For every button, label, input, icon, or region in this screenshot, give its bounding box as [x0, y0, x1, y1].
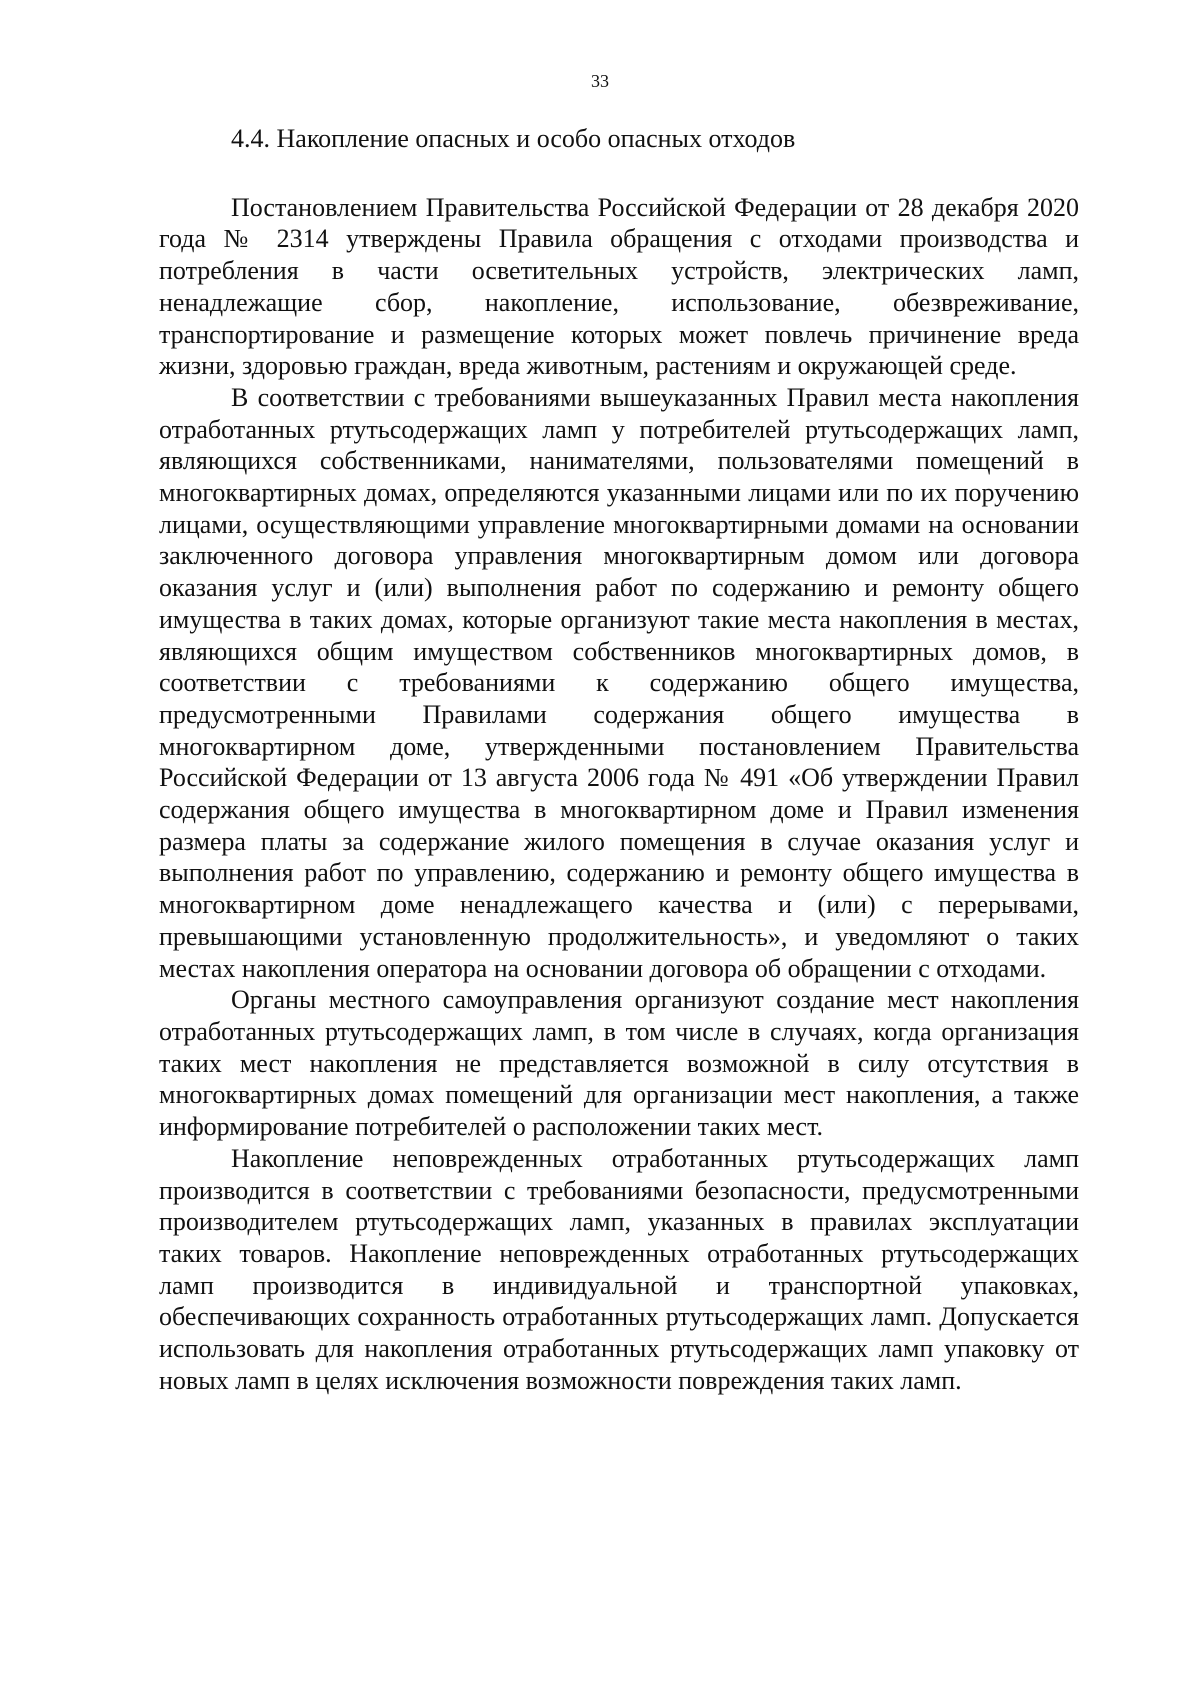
- page-number: 33: [591, 71, 609, 91]
- paragraph-local-self-government: Органы местного самоуправления организуют создание мест накопления отработанных ртутьсодержащих ламп, в том числе в случаях, когда организация таких мест накопления не представляется возможной в силу отсутствия в многоквартирных домах помещений для организации мест накопления, а также информирование потребителей о расположении таких мест.: [159, 985, 1079, 1142]
- page-content: [159, 123, 1079, 1396]
- section-heading: 4.4. Накопление опасных и особо опасных отходов: [231, 124, 796, 153]
- paragraph-government-decree: Постановлением Правительства Российской Федерации от 28 декабря 2020 года № 2314 утверждены Правила обращения с отходами производства и потребления в части осветительных устройств, электрических ламп, ненадлежащие сбор, накопление, использование, обезвреживание, транспортирование и размещение которых может повлечь причинение вреда жизни, здоровью граждан, вреда животным, растениям и окружающей среде.: [159, 192, 1079, 381]
- paragraph-undamaged-lamps-storage: Накопление неповрежденных отработанных ртутьсодержащих ламп производится в соответствии с требованиями безопасности, предусмотренными производителем ртутьсодержащих ламп, указанных в правилах эксплуатации таких товаров. Накопление неповрежденных отработанных ртутьсодержащих ламп производится в индивидуальной и транспортной упаковках, обеспечивающих сохранность отработанных ртутьсодержащих ламп. Допускается использовать для накопления отработанных ртутьсодержащих ламп упаковку от новых ламп в целях исключения возможности повреждения таких ламп.: [159, 1143, 1079, 1395]
- paragraph-storage-places-apartment-buildings: В соответствии с требованиями вышеуказанных Правил места накопления отработанных ртутьсодержащих ламп у потребителей ртутьсодержащих ламп, являющихся собственниками, нанимателями, пользователями помещений в многоквартирных домах, определяются указанными лицами или по их поручению лицами, осуществляющими управление многоквартирными домами на основании заключенного договора управления многоквартирным домом или договора оказания услуг и (или) выполнения работ по содержанию и ремонту общего имущества в таких домах, которые организуют такие места накопления в местах, являющихся общим имуществом собственников многоквартирных домов, в соответствии с требованиями к содержанию общего имущества, предусмотренными Правилами содержания общего имущества в многоквартирном доме, утвержденными постановлением Правительства Российской Федерации от 13 августа 2006 года № 491 «Об утверждении Правил содержания общего имущества в многоквартирном доме и Правил изменения размера платы за содержание жилого помещения в случае оказания услуг и выполнения работ по управлению, содержанию и ремонту общего имущества в многоквартирном доме ненадлежащего качества и (или) с перерывами, превышающими установленную продолжительность», и уведомляют о таких местах накопления оператора на основании договора об обращении с отходами.: [159, 382, 1079, 983]
